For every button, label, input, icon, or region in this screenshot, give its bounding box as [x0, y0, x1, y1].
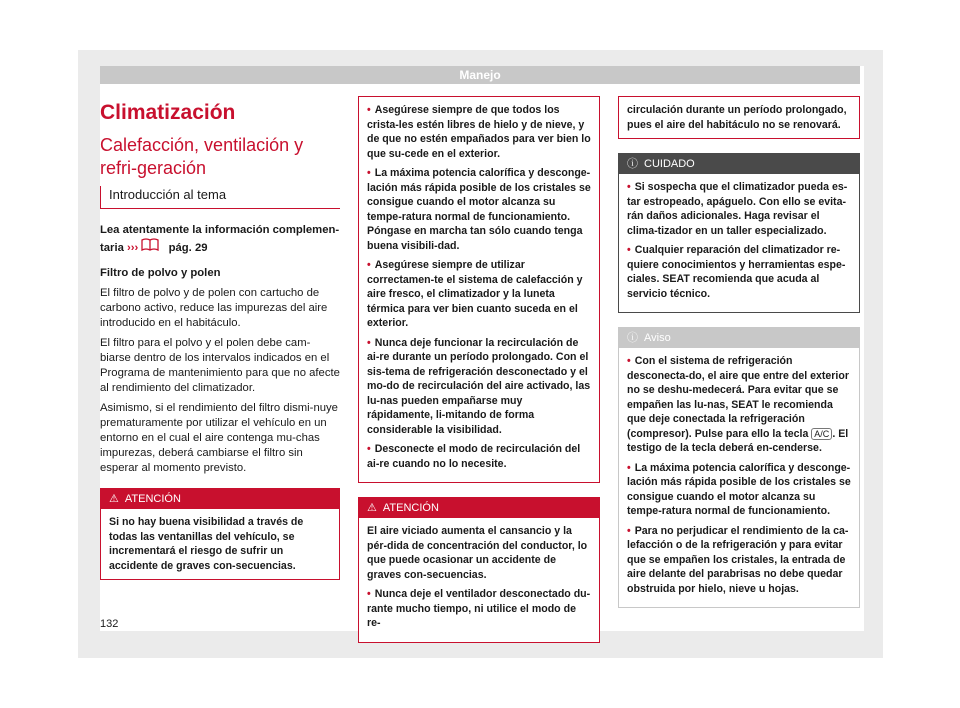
warning-box — [100, 488, 340, 580]
warning-text: Si no hay buena visibilidad a través de todas las ventanillas del vehículo, se incrementará el riesgo de sufrir un accidente de graves con-secuencias. — [109, 516, 304, 572]
list-item: • Cualquier reparación del climatizador re-quiere conocimientos y herramientas espe-ciales. SEAT recomienda que acuda al servicio técnico. — [627, 243, 851, 301]
note-box — [618, 327, 860, 608]
paragraph-1: El filtro de polvo y de polen con cartucho de carbono activo, reduce las impurezas del aire introducido en el habitáculo. — [100, 287, 328, 329]
list-item: • Si sospecha que el climatizador pueda es-tar estropeado, apáguelo. Con ello se evita-rán daños adicionales. Haga revisar el clima-tizador en un taller especializado. — [627, 180, 851, 238]
note-header — [619, 328, 859, 348]
info-icon: ⓘ — [627, 332, 638, 344]
section-subtitle: Calefacción, ventilación y refri-geración — [100, 135, 304, 178]
list-item: • Asegúrese siempre de utilizar correctamen-te el sistema de calefacción y aire fresco, el climatizador y la luneta térmica para ver bien cuanto suceda en el exterior. — [367, 258, 591, 331]
warning-header — [101, 489, 339, 509]
note-body — [619, 348, 859, 607]
page-number: 132 — [100, 618, 119, 630]
warning-text: El aire viciado aumenta el cansancio y la pér-dida de concentración del conductor, lo que puede ocasionar un accidente de graves con-secuencias. — [367, 525, 588, 581]
topic-heading: Introducción al tema — [100, 186, 340, 209]
book-icon — [141, 238, 159, 256]
warning-box-continued — [618, 96, 860, 139]
list-item: • Nunca deje el ventilador desconectado du-rante mucho tiempo, ni utilice el modo de re- — [367, 587, 591, 631]
arrow-icon: ››› — [127, 242, 139, 254]
filter-heading: Filtro de polvo y polen — [100, 267, 221, 279]
warning-box-continued — [358, 96, 600, 483]
section-header: Manejo — [100, 66, 860, 84]
warning-icon: ⚠ — [367, 502, 377, 514]
warning-label: ATENCIÓN — [382, 502, 439, 514]
list-item: • Asegúrese siempre de que todos los crista-les estén libres de hielo y de nieve, y de que no estén empañados para ver bien lo que su-cede en el exterior. — [367, 103, 591, 161]
warning-box-2 — [358, 497, 600, 643]
warning-label: ATENCIÓN — [124, 493, 181, 505]
paragraph-3: Asimismo, si el rendimiento del filtro dismi-nuye prematuramente por utilizar el vehículo en un entorno en el cual el aire contenga mu-chas impurezas, deberá cambiarse el filtro sin esperar al momento previsto. — [100, 402, 338, 474]
note-label: Aviso — [644, 332, 671, 344]
note-text: . El testigo de la tecla deberá en-cenderse. — [627, 427, 849, 454]
warning-continued-text: circulación durante un período prolongado, pues el aire del habitáculo no se renovará. — [627, 104, 847, 131]
page-title: Climatización — [100, 101, 236, 124]
list-item: • La máxima potencia calorífica y desconge-lación más rápida posible de los cristales se consigue cuando el motor alcanza su tempe-ratura normal de funcionamiento. Póngase en marcha tan sólo cuando tenga buena visibili-dad. — [367, 166, 591, 253]
note-text: Con el sistema de refrigeración desconecta-do, el aire que entre del exterior no se deshu-medecerá. Para evitar que se empañen las lu-nas, SEAT le recomienda que deje conectada la refrigeración (compresor). Pulse para ello la tecla — [627, 355, 849, 440]
list-item: • La máxima potencia calorífica y desconge-lación más rápida posible de los cristales se consigue cuando el motor alcanza su tempe-ratura normal de funcionamiento. — [627, 461, 851, 519]
column-1 — [100, 96, 340, 580]
page-reference-link[interactable]: pág. 29 — [168, 242, 208, 254]
list-item: • Para no perjudicar el rendimiento de la ca-lefacción o de la refrigeración y para evitar que se empañen los cristales, la entrada de aire delante del parabrisas no debe quedar obstruida por hielo, nieve u hojas. — [627, 524, 851, 597]
intro-text: Lea atentamente la información complemen-taria — [100, 224, 340, 254]
warning-body — [359, 518, 599, 642]
caution-label: CUIDADO — [644, 158, 695, 170]
warning-header — [359, 498, 599, 518]
paragraph-2: El filtro para el polvo y el polen debe cam-biarse dentro de los intervalos indicados en el Programa de mantenimiento para que no afecte al rendimiento del climatizador. — [100, 337, 340, 394]
warning-icon: ⚠ — [109, 493, 119, 505]
intro-paragraph — [100, 223, 340, 256]
caution-box — [618, 153, 860, 313]
ac-key-icon: A/C — [811, 428, 832, 440]
caution-body — [619, 174, 859, 312]
caution-header — [619, 154, 859, 174]
list-item — [627, 354, 851, 456]
column-2 — [358, 96, 600, 643]
caution-icon: ⓘ — [627, 158, 638, 170]
list-item: • Desconecte el modo de recirculación del ai-re cuando no lo necesite. — [367, 442, 591, 471]
list-item: • Nunca deje funcionar la recirculación de ai-re durante un período prolongado. Con el sis-tema de refrigeración desconectado y el mo-do de recirculación del aire activado, las lu-nas pueden empañarse muy rápidamente, li-mitando de forma considerable la visibilidad. — [367, 336, 591, 438]
warning-bullet-list — [359, 97, 599, 482]
column-3 — [618, 96, 860, 608]
